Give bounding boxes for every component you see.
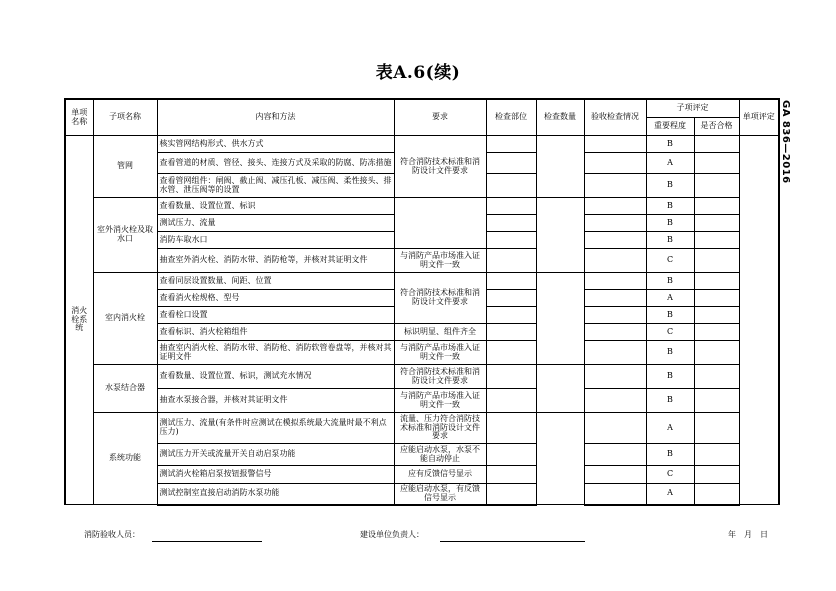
pass-cell [694, 136, 739, 153]
header-status: 验收检查情况 [584, 99, 646, 136]
table-row [65, 389, 779, 413]
status-cell [584, 324, 646, 341]
status-cell [584, 249, 646, 273]
pass-cell [694, 341, 739, 365]
content-cell: 测试控制室直接启动消防水泵功能 [157, 484, 394, 505]
header-unit-eval: 单项评定 [739, 99, 779, 136]
part-cell [486, 484, 536, 505]
grade-cell: B [646, 136, 694, 153]
group-cell: 系统功能 [93, 413, 157, 505]
quantity-cell [536, 413, 584, 505]
header-pass: 是否合格 [694, 118, 739, 136]
part-cell [486, 413, 536, 444]
pass-cell [694, 484, 739, 505]
part-cell [486, 215, 536, 232]
content-cell: 抽查室外消火栓、消防水带、消防枪等，并核对其证明文件 [157, 249, 394, 273]
signature-footer [0, 527, 836, 547]
pass-cell [694, 444, 739, 466]
content-cell: 测试压力开关或流量开关自动启泵功能 [157, 444, 394, 466]
requirement-cell: 标识明显、组件齐全 [394, 324, 486, 341]
requirement-cell: 流量、压力符合消防技术标准和消防设计文件要求 [394, 413, 486, 444]
header-requirement: 要求 [394, 99, 486, 136]
content-cell: 抽查室内消火栓、消防水带、消防枪、消防软管卷盘等，并核对其证明文件 [157, 341, 394, 365]
pass-cell [694, 413, 739, 444]
status-cell [584, 365, 646, 389]
inspector-signature-line[interactable] [152, 541, 262, 542]
grade-cell: A [646, 290, 694, 307]
table-row [65, 444, 779, 466]
part-cell [486, 365, 536, 389]
table-row [65, 365, 779, 389]
status-cell [584, 153, 646, 174]
status-cell [584, 413, 646, 444]
grade-cell: B [646, 198, 694, 215]
header-quantity: 检查数量 [536, 99, 584, 136]
grade-cell: B [646, 444, 694, 466]
requirement-cell: 与消防产品市场准入证明文件一致 [394, 249, 486, 273]
content-cell: 查看管道的材质、管径、接头、连接方式及采取的防腐、防冻措施 [157, 153, 394, 174]
part-cell [486, 341, 536, 365]
owner-label: 建设单位负责人： [360, 530, 424, 539]
pass-cell [694, 307, 739, 324]
status-cell [584, 389, 646, 413]
part-cell [486, 198, 536, 215]
status-cell [584, 466, 646, 484]
status-cell [584, 136, 646, 153]
part-cell [486, 232, 536, 249]
status-cell [584, 174, 646, 198]
grade-cell: B [646, 232, 694, 249]
content-cell: 查看消火栓规格、型号 [157, 290, 394, 307]
unit-name-cell: 消火栓系统 [65, 136, 93, 505]
grade-cell: B [646, 389, 694, 413]
owner-signature-line[interactable] [440, 541, 585, 542]
header-unit-name: 单项名称 [65, 99, 93, 136]
quantity-cell [536, 365, 584, 413]
requirement-cell: 应有反馈信号显示 [394, 466, 486, 484]
status-cell [584, 444, 646, 466]
pass-cell [694, 153, 739, 174]
status-cell [584, 232, 646, 249]
status-cell [584, 215, 646, 232]
requirement-cell: 符合消防技术标准和消防设计文件要求 [394, 365, 486, 389]
grade-cell: C [646, 249, 694, 273]
part-cell [486, 307, 536, 324]
pass-cell [694, 174, 739, 198]
requirement-cell: 符合消防技术标准和消防设计文件要求 [394, 136, 486, 198]
grade-cell: A [646, 484, 694, 505]
part-cell [486, 466, 536, 484]
grade-cell: B [646, 215, 694, 232]
inspection-table [64, 98, 780, 506]
grade-cell: A [646, 413, 694, 444]
part-cell [486, 389, 536, 413]
requirement-cell: 与消防产品市场准入证明文件一致 [394, 389, 486, 413]
part-cell [486, 136, 536, 153]
pass-cell [694, 198, 739, 215]
table-row [65, 324, 779, 341]
status-cell [584, 341, 646, 365]
pass-cell [694, 389, 739, 413]
pass-cell [694, 273, 739, 290]
header-importance: 重要程度 [646, 118, 694, 136]
requirement-cell: 与消防产品市场准入证明文件一致 [394, 341, 486, 365]
grade-cell: C [646, 324, 694, 341]
quantity-cell [536, 136, 584, 198]
group-cell: 室外消火栓及取水口 [93, 198, 157, 273]
part-cell [486, 290, 536, 307]
pass-cell [694, 290, 739, 307]
requirement-cell: 符合消防技术标准和消防设计文件要求 [394, 273, 486, 324]
header-sub-name: 子项名称 [93, 99, 157, 136]
pass-cell [694, 365, 739, 389]
part-cell [486, 153, 536, 174]
part-cell [486, 444, 536, 466]
group-cell: 室内消火栓 [93, 273, 157, 365]
status-cell [584, 484, 646, 505]
group-cell: 管网 [93, 136, 157, 198]
quantity-cell [536, 198, 584, 273]
pass-cell [694, 324, 739, 341]
table-row [65, 273, 779, 290]
date-label: 年 月 日 [728, 530, 768, 539]
pass-cell [694, 466, 739, 484]
header-part: 检查部位 [486, 99, 536, 136]
content-cell: 查看数量、设置位置、标识，测试充水情况 [157, 365, 394, 389]
pass-cell [694, 215, 739, 232]
inspector-label: 消防验收人员： [84, 530, 140, 539]
requirement-cell [394, 198, 486, 249]
header-sub-eval: 子项评定 [646, 99, 739, 118]
part-cell [486, 273, 536, 290]
content-cell: 查看管网组件：闸阀、截止阀、减压孔板、减压阀、柔性接头、排水管、泄压阀等的设置 [157, 174, 394, 198]
unit-eval-cell [739, 136, 779, 505]
header-content: 内容和方法 [157, 99, 394, 136]
grade-cell: B [646, 174, 694, 198]
part-cell [486, 174, 536, 198]
content-cell: 核实管网结构形式、供水方式 [157, 136, 394, 153]
pass-cell [694, 249, 739, 273]
table-row [65, 136, 779, 153]
grade-cell: C [646, 466, 694, 484]
content-cell: 测试压力、流量 [157, 215, 394, 232]
content-cell: 查看同层设置数量、间距、位置 [157, 273, 394, 290]
part-cell [486, 249, 536, 273]
table-row [65, 466, 779, 484]
grade-cell: B [646, 307, 694, 324]
grade-cell: B [646, 341, 694, 365]
table-row [65, 484, 779, 505]
grade-cell: B [646, 365, 694, 389]
group-cell: 水泵结合器 [93, 365, 157, 413]
page-title: 表A.6(续) [375, 63, 461, 83]
content-cell: 测试压力、流量(有条件时应测试在模拟系统最大流量时最不利点压力) [157, 413, 394, 444]
status-cell [584, 198, 646, 215]
status-cell [584, 307, 646, 324]
content-cell: 查看标识、消火栓箱组件 [157, 324, 394, 341]
part-cell [486, 324, 536, 341]
table-row [65, 249, 779, 273]
requirement-cell: 应能启动水泵，水泵不能自动停止 [394, 444, 486, 466]
content-cell: 查看栓口设置 [157, 307, 394, 324]
status-cell [584, 290, 646, 307]
standard-number: GA 836—2016 [780, 100, 791, 184]
content-cell: 抽查水泵接合器，并核对其证明文件 [157, 389, 394, 413]
table-row [65, 198, 779, 215]
status-cell [584, 273, 646, 290]
grade-cell: A [646, 153, 694, 174]
quantity-cell [536, 273, 584, 365]
content-cell: 测试消火栓箱启泵按钮报警信号 [157, 466, 394, 484]
pass-cell [694, 232, 739, 249]
content-cell: 查看数量、设置位置、标识 [157, 198, 394, 215]
content-cell: 消防车取水口 [157, 232, 394, 249]
grade-cell: B [646, 273, 694, 290]
table-row [65, 413, 779, 444]
table-row [65, 341, 779, 365]
requirement-cell: 应能启动水泵，有反馈信号显示 [394, 484, 486, 505]
